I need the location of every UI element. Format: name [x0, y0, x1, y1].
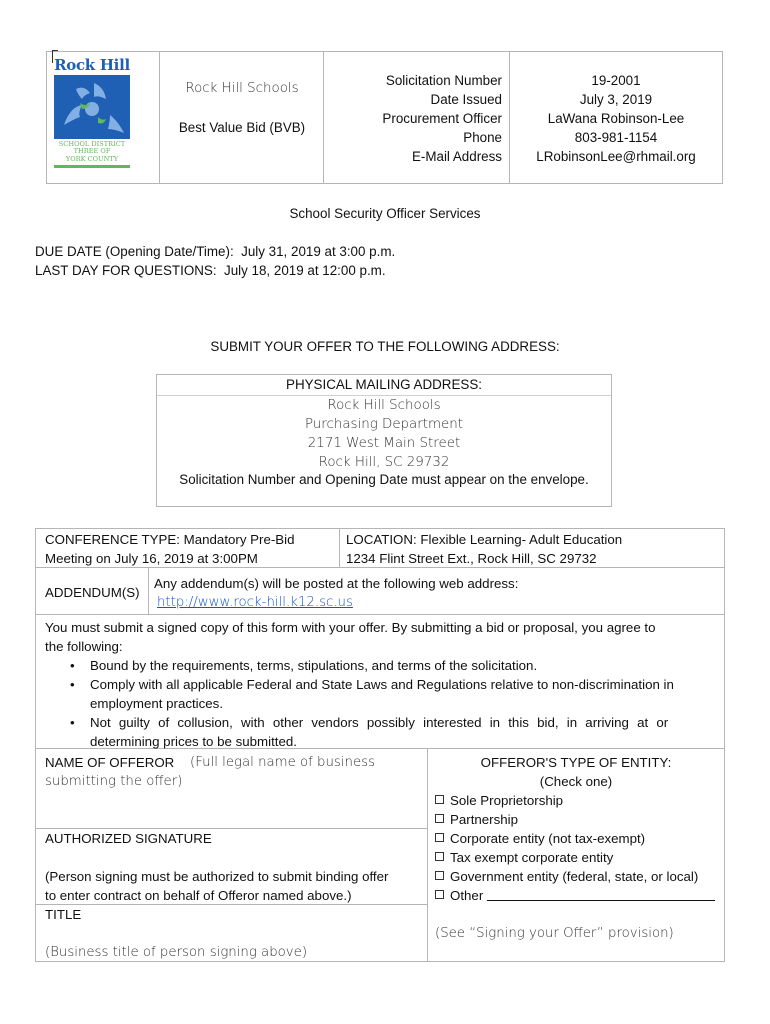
- other-entity-field[interactable]: [487, 888, 715, 901]
- logo-sub-line: YORK COUNTY: [65, 154, 119, 163]
- address-line: Rock Hill, SC 29732: [318, 455, 450, 470]
- district-logo: [52, 54, 130, 172]
- value-date-issued: July 3, 2019: [579, 92, 653, 107]
- entity-options: [435, 791, 715, 905]
- document-title: School Security Officer Services: [289, 206, 481, 221]
- entity-option-corporate[interactable]: [435, 829, 715, 848]
- label-procurement-officer: Procurement Officer: [382, 111, 502, 126]
- address-heading: PHYSICAL MAILING ADDRESS:: [286, 377, 482, 392]
- entity-option-label: Corporate entity (not tax-exempt): [450, 831, 646, 846]
- addendum-url-link[interactable]: http://www.rock-hill.k12.sc.us: [157, 595, 353, 610]
- label-date-issued: Date Issued: [430, 92, 502, 107]
- logo-subtitle: [54, 141, 130, 163]
- offeror-name-field[interactable]: [200, 790, 420, 820]
- entity-option-label: Other: [450, 888, 484, 903]
- entity-option-label: Sole Proprietorship: [450, 793, 564, 808]
- agreement-bullets: [70, 656, 720, 751]
- offeror-name-hint: submitting the offer): [45, 774, 183, 789]
- label-phone: Phone: [463, 130, 502, 145]
- checkbox[interactable]: [435, 833, 444, 842]
- checkbox[interactable]: [435, 852, 444, 861]
- title-field[interactable]: [45, 924, 425, 942]
- entity-option-label: Government entity (federal, state, or local): [450, 869, 699, 884]
- address-line: Purchasing Department: [304, 417, 464, 432]
- bid-type: Best Value Bid (BVB): [178, 120, 306, 135]
- bullet-item: [70, 713, 720, 751]
- checkbox[interactable]: [435, 795, 444, 804]
- conference-location-line: LOCATION: Flexible Learning- Adult Education: [346, 532, 623, 547]
- due-date: DUE DATE (Opening Date/Time): July 31, 2019 at 3:00 p.m.: [35, 244, 396, 259]
- address-lines: [156, 396, 612, 472]
- logo-block-icon: [54, 75, 130, 139]
- logo-underline: [54, 165, 130, 168]
- address-line: Rock Hill Schools: [327, 398, 441, 413]
- addendum-text: Any addendum(s) will be posted at the following web address:: [154, 576, 519, 591]
- signature-field[interactable]: [45, 848, 425, 866]
- entity-option-tax-exempt[interactable]: [435, 848, 715, 867]
- conference-type-line: Meeting on July 16, 2019 at 3:00PM: [45, 551, 258, 566]
- bullet-icon: •: [70, 677, 75, 692]
- checkbox[interactable]: [435, 814, 444, 823]
- agreement-intro: [45, 618, 721, 656]
- addendum-label: ADDENDUM(S): [45, 585, 140, 600]
- label-solicitation-number: Solicitation Number: [385, 73, 502, 88]
- envelope-note: Solicitation Number and Opening Date must appear on the envelope.: [179, 472, 589, 487]
- title-label: TITLE: [45, 907, 82, 922]
- checkbox[interactable]: [435, 890, 444, 899]
- offeror-name-hint: (Full legal name of business: [190, 755, 376, 770]
- bullet-text: determining prices to be submitted.: [90, 734, 297, 749]
- bullet-text: Comply with all applicable Federal and State Laws and Regulations relative to non-discrimination in: [90, 677, 674, 692]
- entity-option-label: Tax exempt corporate entity: [450, 850, 614, 865]
- signature-note: [45, 867, 388, 905]
- conference-type-line: CONFERENCE TYPE: Mandatory Pre-Bid: [45, 532, 295, 547]
- entity-subheading: (Check one): [539, 774, 613, 789]
- header-labels: [324, 71, 502, 166]
- conference-location-line: 1234 Flint Street Ext., Rock Hill, SC 29732: [346, 551, 597, 566]
- bullet-icon: •: [70, 658, 75, 673]
- entity-option-other[interactable]: [435, 886, 715, 905]
- entity-option-government[interactable]: [435, 867, 715, 886]
- header-values: [510, 71, 722, 166]
- bullet-icon: •: [70, 715, 75, 730]
- entity-heading: OFFEROR'S TYPE OF ENTITY:: [480, 755, 672, 770]
- label-email: E-Mail Address: [411, 149, 502, 164]
- logo-sub-line: THREE OF: [73, 147, 111, 156]
- address-line: 2171 West Main Street: [307, 436, 461, 451]
- logo-sub-line: SCHOOL DISTRICT: [58, 140, 126, 148]
- agreement-intro-line: the following:: [45, 639, 123, 654]
- bullet-item: [70, 675, 720, 713]
- signature-note-line: to enter contract on behalf of Offeror named above.): [45, 888, 352, 903]
- entity-footnote: (See “Signing your Offer” provision): [435, 926, 674, 941]
- signature-note-line: (Person signing must be authorized to submit binding offer: [45, 869, 389, 884]
- bullet-text: Not guilty of collusion, with other vendors possibly interested in this bid, in arriving at or: [90, 715, 669, 730]
- last-day-for-questions: LAST DAY FOR QUESTIONS: July 18, 2019 at 12:00 p.m.: [35, 263, 386, 278]
- value-phone: 803-981-1154: [574, 130, 658, 145]
- checkbox[interactable]: [435, 871, 444, 880]
- entity-option-sole-proprietorship[interactable]: [435, 791, 715, 810]
- title-hint: (Business title of person signing above): [45, 945, 308, 960]
- logo-wordmark: Rock Hill: [54, 56, 130, 74]
- value-solicitation-number: 19-2001: [591, 73, 641, 88]
- signature-label: AUTHORIZED SIGNATURE: [45, 831, 212, 846]
- submit-heading: SUBMIT YOUR OFFER TO THE FOLLOWING ADDRESS:: [210, 339, 560, 354]
- bullet-item: [70, 656, 720, 675]
- bullet-text: Bound by the requirements, terms, stipulations, and terms of the solicitation.: [90, 658, 538, 673]
- entity-option-label: Partnership: [450, 812, 518, 827]
- conference-location: [346, 530, 622, 568]
- entity-option-partnership[interactable]: [435, 810, 715, 829]
- agreement-intro-line: You must submit a signed copy of this form with your offer. By submitting a bid or proposal, you agree to: [45, 620, 656, 635]
- org-name: Rock Hill Schools: [185, 81, 299, 96]
- conference-type: [45, 530, 295, 568]
- value-procurement-officer: LaWana Robinson-Lee: [547, 111, 685, 126]
- value-email: LRobinsonLee@rhmail.org: [536, 149, 696, 164]
- bullet-text: employment practices.: [90, 696, 224, 711]
- offeror-name-label: NAME OF OFFEROR: [45, 755, 175, 770]
